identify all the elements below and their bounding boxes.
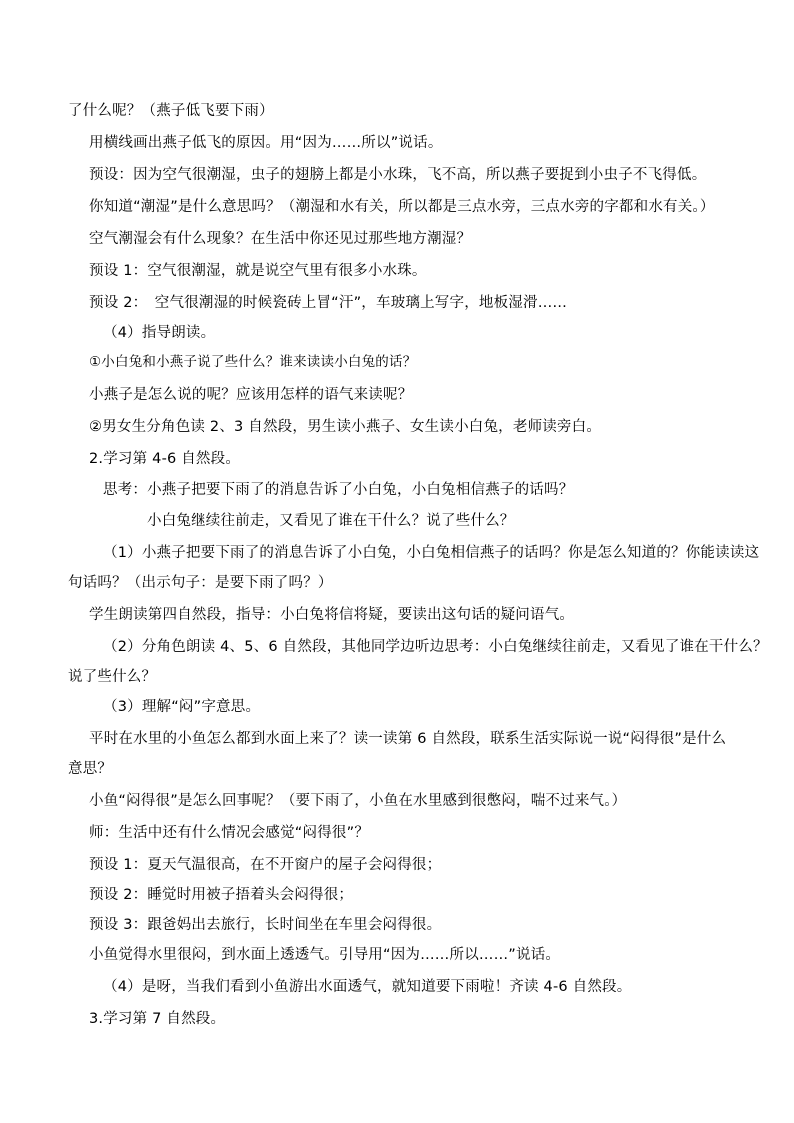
text-line: 预设 2：睡觉时用被子捂着头会闷得很；	[89, 887, 354, 903]
text-line: 学生朗读第四自然段，指导：小白兔将信将疑，要读出这句话的疑问语气。	[89, 607, 575, 623]
text-line: （1）小燕子把要下雨了的消息告诉了小白兔，小白兔相信燕子的话吗？你是怎么知道的？你能读读这	[103, 545, 760, 561]
text-line: （4）是呀，当我们看到小鱼游出水面透气，就知道要下雨啦！齐读 4-6 自然段。	[103, 979, 632, 995]
text-line: ①小白兔和小燕子说了些什么？谁来读读小白兔的话？	[89, 354, 417, 370]
text-line: 预设 2： 空气很潮湿的时候瓷砖上冒“汗”，车玻璃上写字，地板湿滑……	[89, 295, 568, 311]
text-line: 说了些什么？	[68, 669, 157, 685]
text-line: 预设 3：跟爸妈出去旅行，长时间坐在车里会闷得很。	[89, 917, 442, 933]
text-line: 2.学习第 4-6 自然段。	[89, 451, 241, 467]
text-line: 师：生活中还有什么情况会感觉“闷得很”？	[89, 825, 370, 841]
text-line: 小白兔继续往前走，又看见了谁在干什么？说了些什么？	[147, 513, 515, 529]
text-line: 小鱼觉得水里很闷，到水面上透透气。引导用“因为……所以……”说话。	[89, 947, 561, 963]
text-line: 预设：因为空气很潮湿，虫子的翅膀上都是小水珠，飞不高，所以燕子要捉到小虫子不飞得低。	[89, 167, 707, 183]
text-line: （4）指导朗读。	[103, 325, 216, 341]
text-line: 意思？	[68, 761, 113, 777]
text-line: 了什么呢？（燕子低飞要下雨）	[68, 103, 274, 119]
text-line: 预设 1：空气很潮湿，就是说空气里有很多小水珠。	[89, 263, 427, 279]
text-line: ②男女生分角色读 2、3 自然段，男生读小燕子、女生读小白兔，老师读旁白。	[89, 419, 602, 435]
text-line: 句话吗？（出示句子：是要下雨了吗？）	[68, 575, 333, 591]
text-line: 平时在水里的小鱼怎么都到水面上来了？读一读第 6 自然段，联系生活实际说一说“闷得很”是什么	[89, 731, 727, 747]
text-line: 小燕子是怎么说的呢？应该用怎样的语气来读呢？	[89, 387, 413, 403]
text-line: 你知道“潮湿”是什么意思吗？（潮湿和水有关，所以都是三点水旁，三点水旁的字都和水有关。）	[89, 199, 715, 215]
text-line: （2）分角色朗读 4、5、6 自然段，其他同学边听边思考：小白兔继续往前走，又看见了谁在干什么？	[103, 639, 768, 655]
text-line: 3.学习第 7 自然段。	[89, 1011, 226, 1027]
text-line: 思考：小燕子把要下雨了的消息告诉了小白兔，小白兔相信燕子的话吗？	[103, 482, 574, 498]
text-line: 小鱼“闷得很”是怎么回事呢？（要下雨了，小鱼在水里感到很憋闷，喘不过来气。）	[89, 793, 627, 809]
text-line: 预设 1：夏天气温很高，在不开窗户的屋子会闷得很；	[89, 857, 442, 873]
text-line: 空气潮湿会有什么现象？在生活中你还见过那些地方潮湿？	[89, 231, 472, 247]
text-line: （3）理解“闷”字意思。	[103, 699, 261, 715]
text-line: 用横线画出燕子低飞的原因。用“因为……所以”说话。	[89, 135, 443, 151]
